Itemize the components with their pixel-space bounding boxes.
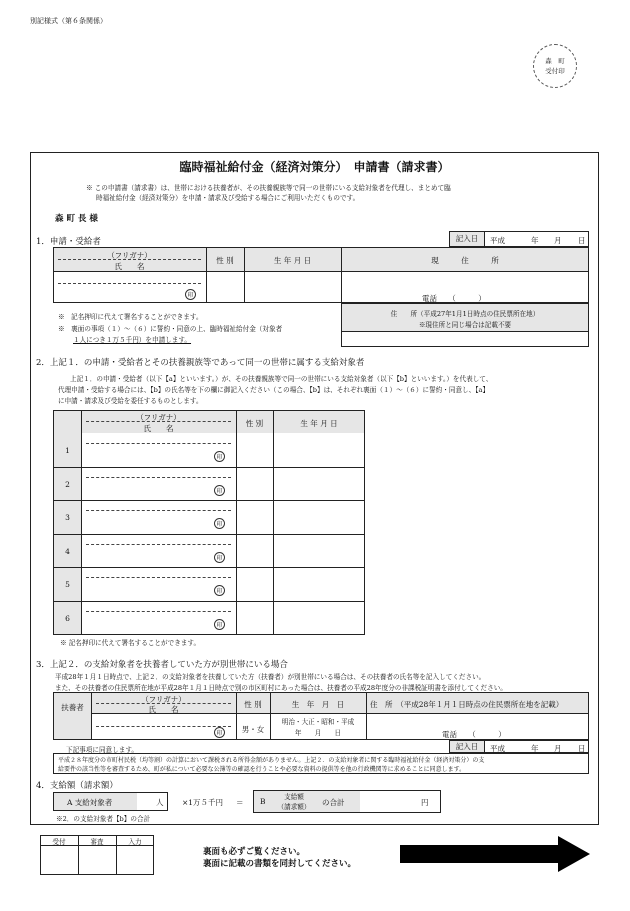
dependent-seal-mark: 印 (214, 451, 225, 462)
dependent-row-number: 3 (65, 513, 70, 522)
dependent-name-field[interactable] (82, 468, 235, 499)
dependent-name-field[interactable] (82, 568, 235, 599)
applicant-address-field[interactable] (342, 272, 588, 292)
dependent-seal-mark: 印 (214, 552, 225, 563)
amount-b-title2: （請求額） (277, 803, 311, 811)
section1-heading: 1．申請・受給者 (36, 237, 101, 247)
consent-date-month: 月 (554, 744, 562, 753)
applicant-furigana-header: （フリガナ） (107, 251, 152, 260)
supporter-phone: 電話 （ ） (442, 730, 506, 739)
supporter-birth-eras[interactable]: 明治・大正・昭和・平成 (281, 718, 355, 726)
dependent-row-number: 6 (65, 614, 70, 623)
consent-date-year: 年 (531, 744, 539, 753)
dependents-furigana-header: （フリガナ） (136, 413, 181, 422)
amount-b-label: B (260, 797, 266, 806)
consent-text2: 給要件の該当性等を審査するため、町が私について必要な公簿等の確認を行うことや必要な資料の提供等を他の行政機関等に求めることに同意します。 (58, 766, 466, 773)
receipt-stamp-line1: 森 町 (545, 57, 565, 65)
amount-b-yen: 円 (421, 798, 429, 807)
addressee: 森 町 長 様 (55, 214, 98, 224)
form-number: 別記様式（第６条関係） (30, 17, 107, 25)
section2-text2: 代理申請・受給する場合には、【b】の氏名等を下の欄に御記入ください（この場合、【b】は、それぞれ裏面（１）～（６）に誓約・同意し、【a】 (58, 386, 490, 394)
section3-text1: 平成28年１月１日時点で、上記２．の支給対象者を扶養していた方（扶養者）が別世帯にいる場合は、その扶養者の氏名等を記入してください。 (55, 673, 486, 681)
supporter-address-header: 住 所 （平成28年１月１日時点の住民票所在地を記載） (370, 700, 564, 709)
consent-agree: 下記事項に同意します。 (66, 746, 139, 754)
dependent-row-number: 5 (65, 580, 70, 589)
applicant-name-header: 氏 名 (114, 262, 145, 271)
entry-date-era: 平成 (490, 236, 505, 245)
entry-date-day: 日 (578, 236, 586, 245)
section2-heading: 2．上記１．の申請・受給者とその扶養親族等であって同一の世帯に属する支給対象者 (36, 358, 365, 368)
supporter-birth-header: 生 年 月 日 (291, 700, 345, 709)
right-arrow-icon (400, 836, 592, 872)
applicant-note2: ※ 裏面の事項（１）～（６）に誓約・同意の上、臨時福祉給付金（対象者 (58, 325, 283, 333)
dependent-seal-mark: 印 (214, 619, 225, 630)
intro-note: ※ この申請書（請求書）は、世帯における扶養者が、その扶養親族等で同一の世帯にいる支給対象者を代理し、まとめて臨 (86, 184, 451, 192)
entry-date-label: 記入日 (450, 232, 484, 246)
consent-date-day: 日 (578, 744, 586, 753)
dependents-birth-header: 生 年 月 日 (300, 419, 338, 428)
dependent-name-field[interactable] (82, 602, 235, 633)
dependent-row-number: 1 (65, 446, 70, 455)
footer-line2: 裏面に記載の書類を同封してください。 (203, 859, 357, 869)
dependent-name-field[interactable] (82, 535, 235, 566)
applicant-gender-header: 性 別 (216, 256, 234, 265)
consent-text1: 平成２８年度分の市町村民税（均等割）の計算において課税される所得金額がありません。上記２．の支給対象者に関する臨時福祉給付金（経済対策分）の支 (58, 757, 485, 764)
applicant-address-header: 現 住 所 (431, 256, 499, 265)
applicant-phone: 電話 （ ） (422, 294, 486, 303)
supporter-name-header: 氏 名 (148, 705, 179, 714)
applicant-birth-header: 生 年 月 日 (273, 256, 312, 265)
supporter-gender-options[interactable]: 男・女 (241, 725, 265, 734)
applicant-gender-field[interactable] (207, 272, 243, 302)
consent-date-label: 記入日 (450, 741, 484, 752)
section3-heading: 3．上記２．の支給対象者を扶養者していた方が別世帯にいる場合 (36, 660, 288, 670)
dependent-row-number: 2 (65, 480, 70, 489)
supporter-seal-mark: 印 (214, 727, 225, 738)
applicant-note1: ※ 記名押印に代えて署名することができます。 (58, 313, 203, 321)
office-review: 審査 (90, 838, 104, 846)
amount-b-title1: 支給額 (284, 793, 304, 801)
dependent-name-field[interactable] (82, 434, 235, 465)
receipt-stamp-line2: 受付印 (545, 67, 565, 75)
multiplier: ×1万５千円 (182, 798, 224, 807)
receipt-stamp-circle (533, 44, 577, 88)
dependent-seal-mark: 印 (214, 585, 225, 596)
dependent-seal-mark: 印 (214, 518, 225, 529)
applicant-birth-field[interactable] (245, 272, 340, 302)
count-a-note: ※2．の支給対象者【b】の合計 (56, 815, 151, 823)
supporter-gender-header: 性 別 (244, 700, 262, 709)
section2-text1: 上記１．の申請・受給者（以下【a】といいます。）が、その扶養親族等で同一の世帯にいる支給対象者（以下【b】といいます。）を代表して、 (70, 375, 493, 383)
form-title: 臨時福祉給付金（経済対策分） 申請書（請求書） (179, 160, 450, 174)
intro-note-2: 時福祉給付金（経済対策分）を申請・請求及び受給する場合にご利用いただくものです。 (96, 194, 360, 202)
office-input: 入力 (128, 838, 142, 846)
applicant-note2b: １人につき１万５千円）を申請します。 (73, 336, 192, 344)
supporter-furigana-header: （フリガナ） (141, 695, 186, 704)
count-a-unit: 人 (156, 798, 164, 807)
applicant-seal-mark: 印 (185, 289, 196, 300)
supporter-birth-ymd: 年 月 日 (294, 729, 342, 737)
dependent-seal-mark: 印 (214, 485, 225, 496)
previous-address-note: ※現住所と同じ場合は記載不要 (418, 321, 512, 329)
entry-date-month: 月 (554, 236, 562, 245)
supporter-label: 扶養者 (61, 703, 84, 712)
equals: ＝ (236, 798, 244, 807)
section4-heading: 4．支給額（請求額） (36, 781, 118, 791)
previous-address-label: 住 所（平成27年1月1日時点の住民票所在地） (390, 310, 540, 318)
dependents-note: ※ 記名押印に代えて署名することができます。 (60, 639, 201, 647)
entry-date-year: 年 (531, 236, 539, 245)
dependent-name-field[interactable] (82, 501, 235, 532)
section2-text3: に申請・請求及び受給を委任するものとします。 (58, 397, 203, 405)
dependents-name-header: 氏 名 (143, 424, 174, 433)
section3-text2: また、その扶養者の住民票所在地が平成28年１月１日時点で別の市区町村にあった場合は、扶養者の平成28年度分の非課税証明書を添付してください。 (55, 684, 507, 692)
dependents-gender-header: 性 別 (245, 419, 264, 428)
count-a-label: A 支給対象者 (67, 798, 113, 807)
office-receipt: 受付 (52, 838, 66, 846)
consent-date-era: 平成 (490, 744, 505, 753)
amount-b-total: の合計 (322, 798, 345, 807)
dependent-row-number: 4 (65, 547, 70, 556)
footer-line1: 裏面も必ずご覧ください。 (203, 847, 306, 857)
